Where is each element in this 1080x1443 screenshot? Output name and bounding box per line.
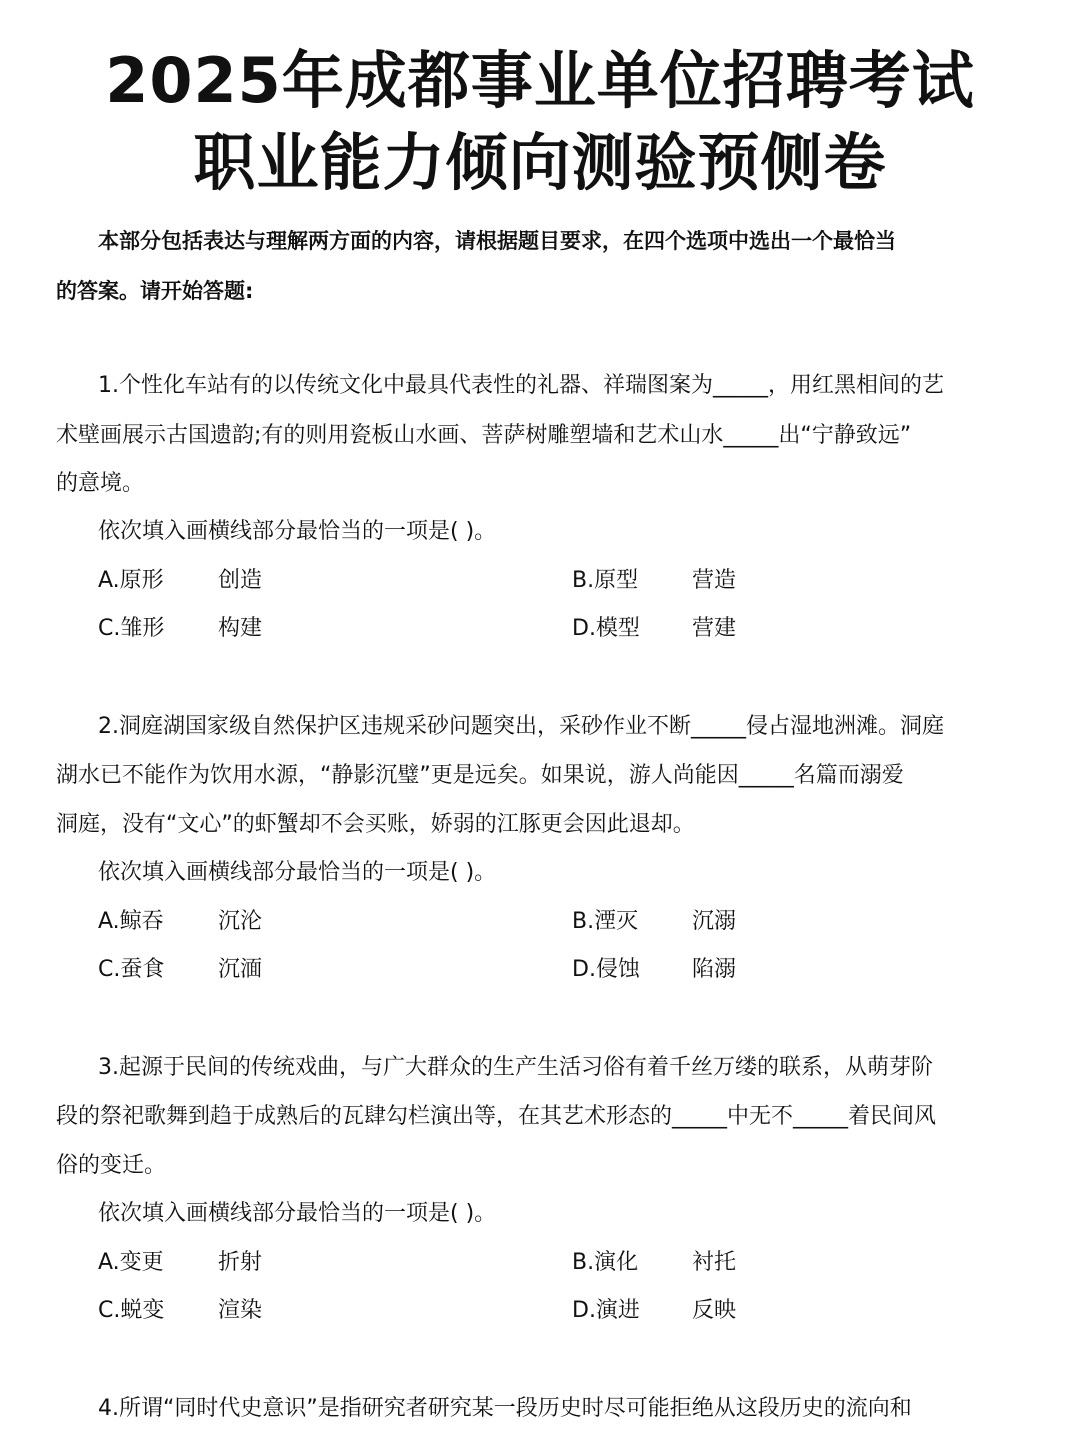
question-text-line: 术壁画展示古国遗韵;有的则用瓷板山水画、菩萨树雕塑墙和艺术山水_____出“宁静致远” bbox=[56, 423, 912, 448]
option-label: B.湮灭 bbox=[572, 909, 639, 934]
page-title-line-2: 职业能力倾向测验预侧卷 bbox=[193, 126, 887, 199]
option-value: 沉湎 bbox=[218, 957, 263, 982]
option-value: 折射 bbox=[218, 1250, 263, 1275]
option-label: C.蜕变 bbox=[98, 1298, 165, 1323]
question-text-line: 2.洞庭湖国家级自然保护区违规采砂问题突出，采砂作业不断_____侵占湿地洲滩。洞庭 bbox=[98, 714, 944, 739]
option-value: 营建 bbox=[692, 616, 737, 641]
question-prompt: 依次填入画横线部分最恰当的一项是( )。 bbox=[98, 519, 497, 544]
question-text-line: 1.个性化车站有的以传统文化中最具代表性的礼器、祥瑞图案为_____，用红黑相间的艺 bbox=[98, 373, 944, 398]
question-text-line: 3.起源于民间的传统戏曲，与广大群众的生产生活习俗有着千丝万缕的联系，从萌芽阶 bbox=[98, 1055, 933, 1080]
option-a[interactable] bbox=[98, 567, 398, 595]
option-d[interactable] bbox=[572, 956, 872, 984]
option-c[interactable] bbox=[98, 615, 398, 643]
option-label: A.鲸吞 bbox=[98, 909, 164, 934]
option-a[interactable] bbox=[98, 1249, 398, 1277]
option-value: 渲染 bbox=[218, 1298, 263, 1323]
option-value: 构建 bbox=[218, 616, 263, 641]
option-label: A.原形 bbox=[98, 568, 164, 593]
option-label: B.演化 bbox=[572, 1250, 639, 1275]
option-d[interactable] bbox=[572, 615, 872, 643]
option-b[interactable] bbox=[572, 567, 872, 595]
question-text-line: 段的祭祀歌舞到趋于成熟后的瓦肆勾栏演出等，在其艺术形态的_____中无不_____着民间风 bbox=[56, 1104, 937, 1129]
question-prompt: 依次填入画横线部分最恰当的一项是( )。 bbox=[98, 860, 497, 885]
option-c[interactable] bbox=[98, 1297, 398, 1325]
option-label: B.原型 bbox=[572, 568, 639, 593]
question-text-line: 的意境。 bbox=[56, 471, 145, 496]
option-label: D.侵蚀 bbox=[572, 957, 640, 982]
page-title-line-1: 2025年成都事业单位招聘考试 bbox=[105, 44, 975, 117]
option-c[interactable] bbox=[98, 956, 398, 984]
option-label: A.变更 bbox=[98, 1250, 164, 1275]
option-b[interactable] bbox=[572, 908, 872, 936]
question-text-line: 洞庭，没有“文心”的虾蟹却不会买账，娇弱的江豚更会因此退却。 bbox=[56, 812, 695, 837]
option-value: 反映 bbox=[692, 1298, 737, 1323]
option-label: D.演进 bbox=[572, 1298, 640, 1323]
option-label: C.雏形 bbox=[98, 616, 165, 641]
option-d[interactable] bbox=[572, 1297, 872, 1325]
option-value: 陷溺 bbox=[692, 957, 737, 982]
option-value: 沉沦 bbox=[218, 909, 263, 934]
question-prompt: 依次填入画横线部分最恰当的一项是( )。 bbox=[98, 1201, 497, 1226]
question-text-line: 4.所谓“同时代史意识”是指研究者研究某一段历史时尽可能拒绝从这段历史的流向和 bbox=[98, 1396, 912, 1421]
instructions-line-1: 本部分包括表达与理解两方面的内容，请根据题目要求，在四个选项中选出一个最恰当 bbox=[98, 229, 896, 253]
option-value: 沉溺 bbox=[692, 909, 737, 934]
question-text-line: 俗的变迁。 bbox=[56, 1153, 167, 1178]
instructions-line-2: 的答案。请开始答题: bbox=[56, 279, 254, 303]
question-text-line: 湖水已不能作为饮用水源，“静影沉璧”更是远矣。如果说，游人尚能因_____名篇而溺爱 bbox=[56, 763, 904, 788]
option-label: C.蚕食 bbox=[98, 957, 165, 982]
option-value: 衬托 bbox=[692, 1250, 737, 1275]
option-b[interactable] bbox=[572, 1249, 872, 1277]
option-value: 营造 bbox=[692, 568, 737, 593]
option-label: D.模型 bbox=[572, 616, 640, 641]
option-a[interactable] bbox=[98, 908, 398, 936]
option-value: 创造 bbox=[218, 568, 263, 593]
